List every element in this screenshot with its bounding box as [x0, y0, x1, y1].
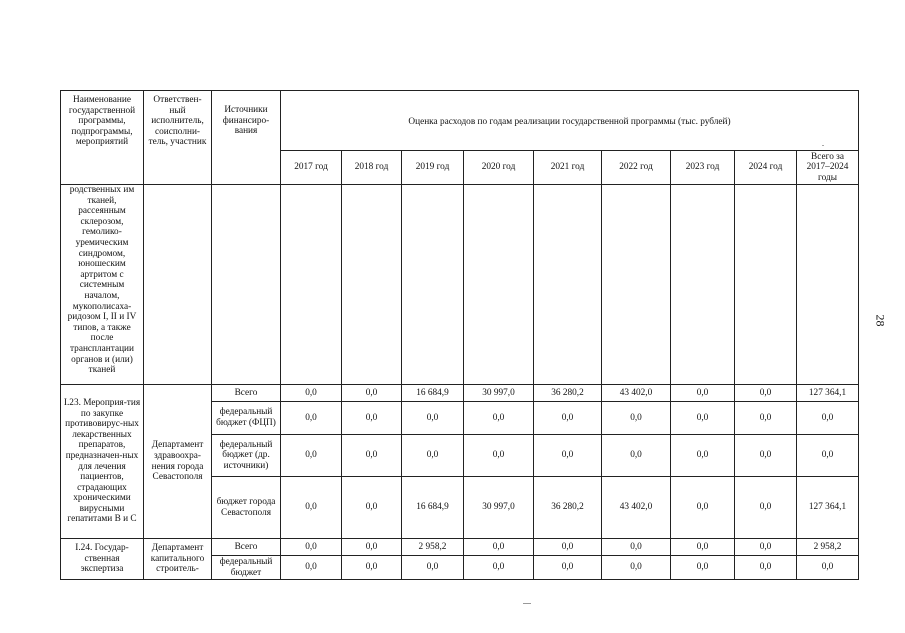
value-cell: 43 402,0 [602, 385, 671, 402]
value-cell: 0,0 [735, 477, 797, 539]
executor-name: Департамент здравоохра-нения города Севастополя [144, 385, 212, 539]
value-cell: 0,0 [534, 556, 602, 580]
header-executor: Ответствен-ный исполнитель, соисполни-тель, участник [144, 91, 212, 185]
value-cell: 0,0 [671, 556, 735, 580]
value-cell: 0,0 [735, 402, 797, 435]
value-cell: 0,0 [342, 385, 402, 402]
header-year: 2020 год [464, 151, 534, 185]
stray-dot: . [822, 139, 824, 148]
page-number: 28 [873, 314, 888, 327]
header-program: Наименование государственной программы, подпрограммы, мероприятий [61, 91, 144, 185]
funding-source: федеральный бюджет (ФЦП) [212, 402, 281, 435]
header-row [61, 91, 859, 151]
value-cell: 0,0 [534, 539, 602, 556]
funding-source: бюджет города Севастополя [212, 477, 281, 539]
value-cell: 0,0 [602, 539, 671, 556]
value-cell: 0,0 [464, 539, 534, 556]
table-row [61, 385, 859, 402]
value-cell: 16 684,9 [402, 477, 464, 539]
header-source: Источники финансиро-вания [212, 91, 281, 185]
value-cell: 0,0 [464, 435, 534, 477]
total-cell: 0,0 [797, 402, 859, 435]
value-cell: 0,0 [402, 402, 464, 435]
value-cell: 0,0 [342, 402, 402, 435]
value-cell: 0,0 [402, 556, 464, 580]
total-cell: 2 958,2 [797, 539, 859, 556]
value-cell: 0,0 [602, 556, 671, 580]
executor-name: Департамент капитального строитель- [144, 539, 212, 580]
value-cell: 16 684,9 [402, 385, 464, 402]
value-cell: 0,0 [735, 435, 797, 477]
total-cell: 0,0 [797, 435, 859, 477]
program-name: I.24. Государ-ственная экспертиза [61, 539, 144, 580]
value-cell: 0,0 [671, 435, 735, 477]
value-cell: 0,0 [342, 435, 402, 477]
total-cell: 127 364,1 [797, 477, 859, 539]
value-cell: 0,0 [281, 385, 342, 402]
value-cell: 0,0 [602, 435, 671, 477]
value-cell: 0,0 [735, 556, 797, 580]
value-cell: 0,0 [342, 477, 402, 539]
scan-mark [523, 603, 531, 604]
header-year: 2017 год [281, 151, 342, 185]
value-cell: 30 997,0 [464, 477, 534, 539]
header-year: 2021 год [534, 151, 602, 185]
funding-source: федеральный бюджет (др. источники) [212, 435, 281, 477]
value-cell: 0,0 [281, 402, 342, 435]
total-cell: 127 364,1 [797, 385, 859, 402]
total-cell: 0,0 [797, 556, 859, 580]
funding-source: Всего [212, 539, 281, 556]
header-year: 2024 год [735, 151, 797, 185]
continuation-row [61, 185, 859, 385]
header-year: 2023 год [671, 151, 735, 185]
value-cell: 0,0 [402, 435, 464, 477]
funding-source: федеральный бюджет [212, 556, 281, 580]
value-cell: 36 280,2 [534, 385, 602, 402]
value-cell: 0,0 [735, 385, 797, 402]
value-cell: 0,0 [464, 556, 534, 580]
budget-table [60, 90, 859, 580]
value-cell: 0,0 [342, 539, 402, 556]
value-cell: 0,0 [735, 539, 797, 556]
value-cell: 0,0 [464, 402, 534, 435]
header-year: 2022 год [602, 151, 671, 185]
continuation-text: родственных им тканей, рассеянным склерозом, гемолико-уремическим синдромом, юношеским артритом с системным началом, мукополисаха-ридозом I, II и IV типов, а также после трансплантации органов и (или) тканей [61, 185, 144, 385]
value-cell: 0,0 [281, 435, 342, 477]
header-year-total: Всего за 2017–2024 годы [797, 151, 859, 185]
header-year: 2019 год [402, 151, 464, 185]
value-cell: 0,0 [602, 402, 671, 435]
value-cell: 30 997,0 [464, 385, 534, 402]
value-cell: 0,0 [671, 539, 735, 556]
value-cell: 0,0 [281, 477, 342, 539]
value-cell: 0,0 [534, 402, 602, 435]
header-year: 2018 год [342, 151, 402, 185]
value-cell: 0,0 [281, 539, 342, 556]
table-row [61, 539, 859, 556]
value-cell: 0,0 [342, 556, 402, 580]
value-cell: 0,0 [671, 385, 735, 402]
program-name: I.23. Мероприя-тия по закупке противовирус-ных лекарственных препаратов, предназначен-ных для лечения пациентов, страдающих хроническими вирусными гепатитами В и С [61, 385, 144, 539]
value-cell: 36 280,2 [534, 477, 602, 539]
value-cell: 0,0 [671, 477, 735, 539]
header-estimate: Оценка расходов по годам реализации государственной программы (тыс. рублей) [281, 91, 859, 151]
value-cell: 0,0 [534, 435, 602, 477]
funding-source: Всего [212, 385, 281, 402]
value-cell: 0,0 [671, 402, 735, 435]
value-cell: 2 958,2 [402, 539, 464, 556]
value-cell: 43 402,0 [602, 477, 671, 539]
value-cell: 0,0 [281, 556, 342, 580]
